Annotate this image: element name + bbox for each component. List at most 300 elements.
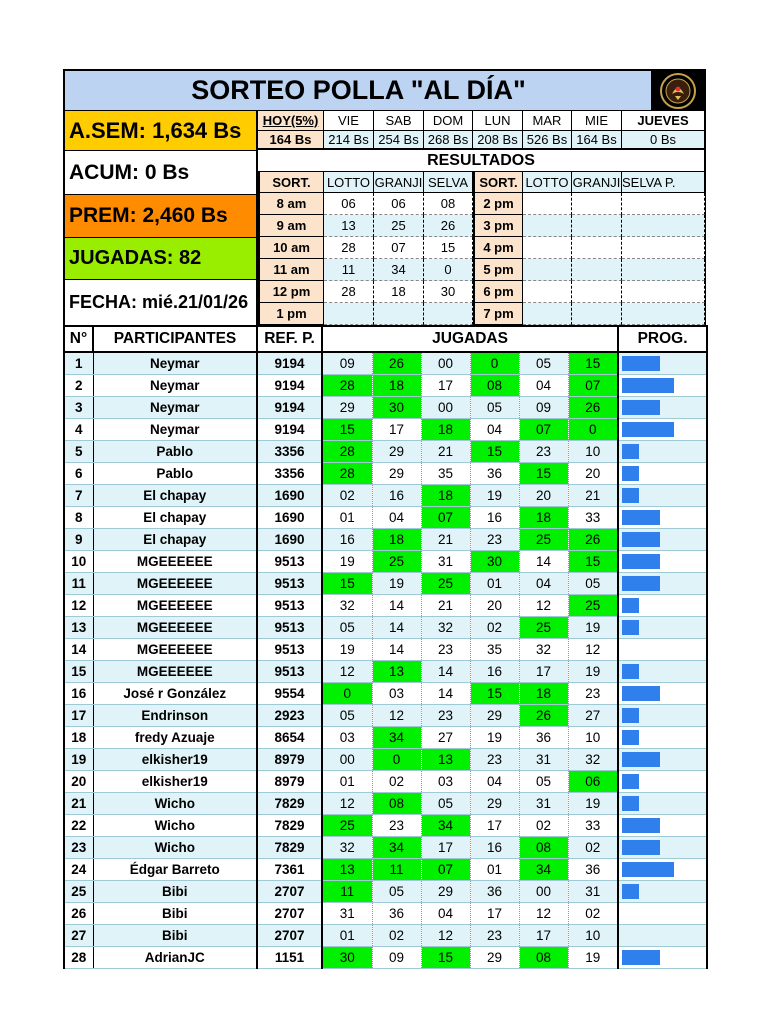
resultados-title: RESULTADOS [258, 150, 705, 172]
participant-name: José r González [93, 683, 257, 705]
table-row [64, 837, 707, 859]
pick-number: 32 [322, 595, 372, 617]
progress-cell [618, 375, 707, 397]
pick-number: 32 [421, 617, 470, 639]
pick-number: 18 [372, 529, 421, 551]
pick-number: 03 [322, 727, 372, 749]
ref-code: 1151 [257, 947, 322, 969]
row-number: 2 [64, 375, 93, 397]
participant-name: Wicho [93, 837, 257, 859]
progress-bar [622, 378, 674, 393]
progress-cell [618, 639, 707, 661]
row-number: 12 [64, 595, 93, 617]
ref-code: 2707 [257, 925, 322, 947]
participant-name: El chapay [93, 485, 257, 507]
result-number: 06 [374, 193, 424, 215]
result-number: 0 [424, 259, 473, 281]
pick-number: 05 [519, 352, 568, 375]
pick-number: 17 [470, 903, 519, 925]
table-row [64, 617, 707, 639]
pick-number: 17 [372, 419, 421, 441]
pick-number: 14 [421, 661, 470, 683]
ref-code: 8979 [257, 749, 322, 771]
day-label: LUN [473, 111, 523, 131]
pick-number: 28 [322, 441, 372, 463]
day-amount: 526 Bs [523, 131, 572, 150]
progress-cell [618, 507, 707, 529]
row-number: 5 [64, 441, 93, 463]
resultados-header: SORT. [258, 172, 324, 193]
prem-box: PREM: 2,460 Bs [65, 195, 258, 238]
day-amount: 164 Bs [258, 131, 324, 150]
pick-number: 04 [519, 573, 568, 595]
participant-name: elkisher19 [93, 749, 257, 771]
progress-bar [622, 752, 660, 767]
pick-number: 18 [421, 419, 470, 441]
pick-number: 12 [568, 639, 618, 661]
result-number [374, 303, 424, 325]
pick-number: 23 [372, 815, 421, 837]
row-number: 8 [64, 507, 93, 529]
result-number-empty [622, 193, 705, 215]
row-number: 3 [64, 397, 93, 419]
resultados-header: SELVA P. [622, 172, 705, 193]
ref-code: 3356 [257, 441, 322, 463]
participant-name: Pablo [93, 463, 257, 485]
participant-name: Neymar [93, 397, 257, 419]
progress-cell [618, 749, 707, 771]
draw-time: 1 pm [258, 303, 324, 325]
draw-time: 9 am [258, 215, 324, 237]
pick-number: 02 [372, 925, 421, 947]
progress-bar [622, 664, 639, 679]
participant-name: Neymar [93, 352, 257, 375]
pick-number: 34 [372, 837, 421, 859]
pick-number: 29 [470, 793, 519, 815]
pick-number: 18 [421, 485, 470, 507]
pick-number: 17 [421, 375, 470, 397]
participant-name: MGEEEEEE [93, 661, 257, 683]
pick-number: 10 [568, 441, 618, 463]
participant-name: Neymar [93, 375, 257, 397]
pick-number: 05 [372, 881, 421, 903]
pick-number: 17 [421, 837, 470, 859]
pick-number: 04 [421, 903, 470, 925]
row-number: 25 [64, 881, 93, 903]
ref-code: 7361 [257, 859, 322, 881]
pick-number: 05 [470, 397, 519, 419]
pick-number: 15 [322, 419, 372, 441]
pick-number: 29 [372, 463, 421, 485]
pick-number: 11 [372, 859, 421, 881]
result-number [324, 303, 374, 325]
progress-cell [618, 881, 707, 903]
pick-number: 28 [322, 375, 372, 397]
result-number-empty [523, 281, 572, 303]
pick-number: 29 [470, 947, 519, 969]
progress-bar [622, 708, 639, 723]
pick-number: 05 [421, 793, 470, 815]
result-number-empty [622, 237, 705, 259]
result-number-empty [572, 303, 622, 325]
result-number: 26 [424, 215, 473, 237]
pick-number: 07 [421, 859, 470, 881]
pick-number: 20 [519, 485, 568, 507]
draw-time: 8 am [258, 193, 324, 215]
participant-name: MGEEEEEE [93, 551, 257, 573]
ref-code: 9194 [257, 375, 322, 397]
progress-bar [622, 554, 660, 569]
pick-number: 10 [568, 925, 618, 947]
result-number: 25 [374, 215, 424, 237]
pick-number: 19 [568, 947, 618, 969]
participant-name: fredy Azuaje [93, 727, 257, 749]
result-number-empty [622, 303, 705, 325]
pick-number: 30 [470, 551, 519, 573]
ref-code: 2707 [257, 881, 322, 903]
pick-number: 19 [322, 551, 372, 573]
jugadas-box: JUGADAS: 82 [65, 238, 258, 280]
ref-code: 7829 [257, 815, 322, 837]
pick-number: 0 [372, 749, 421, 771]
participant-name: El chapay [93, 507, 257, 529]
pick-number: 17 [519, 925, 568, 947]
progress-bar [622, 466, 639, 481]
progress-cell [618, 705, 707, 727]
page-title: SORTEO POLLA "AL DÍA" [191, 75, 526, 105]
row-number: 23 [64, 837, 93, 859]
pick-number: 00 [421, 352, 470, 375]
progress-bar [622, 620, 639, 635]
ref-code: 1690 [257, 507, 322, 529]
progress-bar [622, 598, 639, 613]
pick-number: 33 [568, 815, 618, 837]
day-label: JUEVES [622, 111, 705, 131]
pick-number: 00 [519, 881, 568, 903]
pick-number: 17 [470, 815, 519, 837]
polla-logo-icon [659, 72, 697, 110]
table-row [64, 595, 707, 617]
day-amount: 254 Bs [374, 131, 424, 150]
pick-number: 18 [372, 375, 421, 397]
pick-number: 09 [372, 947, 421, 969]
pick-number: 23 [568, 683, 618, 705]
pick-number: 16 [372, 485, 421, 507]
table-row [64, 352, 707, 375]
day-amount: 0 Bs [622, 131, 705, 150]
fecha-box: FECHA: mié.21/01/26 [65, 280, 258, 325]
pick-number: 25 [372, 551, 421, 573]
pick-number: 09 [322, 352, 372, 375]
pick-number: 26 [372, 352, 421, 375]
pick-number: 03 [372, 683, 421, 705]
result-number-empty [622, 259, 705, 281]
progress-cell [618, 485, 707, 507]
participant-name: Wicho [93, 815, 257, 837]
row-number: 20 [64, 771, 93, 793]
pick-number: 23 [470, 749, 519, 771]
pick-number: 01 [470, 859, 519, 881]
pick-number: 08 [519, 947, 568, 969]
participant-name: MGEEEEEE [93, 573, 257, 595]
draw-time: 6 pm [473, 281, 523, 303]
pick-number: 02 [568, 903, 618, 925]
day-label: MIE [572, 111, 622, 131]
participant-name: Bibi [93, 925, 257, 947]
pick-number: 36 [470, 881, 519, 903]
row-number: 9 [64, 529, 93, 551]
ref-code: 9554 [257, 683, 322, 705]
resultados-header: GRANJI [572, 172, 622, 193]
progress-cell [618, 529, 707, 551]
pick-number: 20 [568, 463, 618, 485]
pick-number: 36 [568, 859, 618, 881]
row-number: 27 [64, 925, 93, 947]
table-row [64, 661, 707, 683]
participants-table [63, 325, 708, 969]
acum-box: ACUM: 0 Bs [65, 151, 258, 195]
pick-number: 26 [568, 397, 618, 419]
day-amount: 268 Bs [424, 131, 473, 150]
progress-bar [622, 422, 674, 437]
progress-bar [622, 356, 660, 371]
pick-number: 18 [519, 683, 568, 705]
progress-bar [622, 686, 660, 701]
pick-number: 25 [322, 815, 372, 837]
row-number: 15 [64, 661, 93, 683]
progress-bar [622, 774, 639, 789]
result-number-empty [572, 281, 622, 303]
pick-number: 01 [322, 507, 372, 529]
progress-bar [622, 576, 660, 591]
col-header-prog: PROG. [618, 326, 707, 352]
row-number: 1 [64, 352, 93, 375]
progress-cell [618, 441, 707, 463]
pick-number: 02 [372, 771, 421, 793]
table-row [64, 727, 707, 749]
ref-code: 9194 [257, 352, 322, 375]
progress-bar [622, 532, 660, 547]
progress-cell [618, 419, 707, 441]
table-row [64, 815, 707, 837]
ref-code: 9194 [257, 419, 322, 441]
resultados-header: SORT. [473, 172, 523, 193]
result-number-empty [523, 303, 572, 325]
pick-number: 12 [322, 793, 372, 815]
header-block [63, 111, 706, 325]
progress-bar [622, 510, 660, 525]
progress-cell [618, 595, 707, 617]
pick-number: 33 [568, 507, 618, 529]
pick-number: 19 [372, 573, 421, 595]
pick-number: 19 [568, 793, 618, 815]
progress-cell [618, 771, 707, 793]
table-row [64, 529, 707, 551]
pick-number: 15 [470, 441, 519, 463]
pick-number: 07 [568, 375, 618, 397]
pick-number: 21 [568, 485, 618, 507]
pick-number: 19 [568, 617, 618, 639]
row-number: 16 [64, 683, 93, 705]
pick-number: 36 [470, 463, 519, 485]
progress-cell [618, 463, 707, 485]
row-number: 26 [64, 903, 93, 925]
pick-number: 23 [470, 529, 519, 551]
progress-bar [622, 884, 639, 899]
progress-bar [622, 488, 639, 503]
pick-number: 00 [322, 749, 372, 771]
pick-number: 35 [470, 639, 519, 661]
row-number: 24 [64, 859, 93, 881]
pick-number: 32 [519, 639, 568, 661]
table-header [64, 326, 707, 352]
pick-number: 04 [470, 771, 519, 793]
ref-code: 9513 [257, 573, 322, 595]
progress-cell [618, 573, 707, 595]
pick-number: 15 [421, 947, 470, 969]
col-header-participantes: PARTICIPANTES [93, 326, 257, 352]
progress-cell [618, 397, 707, 419]
pick-number: 19 [568, 661, 618, 683]
pick-number: 10 [568, 727, 618, 749]
pick-number: 25 [421, 573, 470, 595]
table-row [64, 463, 707, 485]
pick-number: 30 [322, 947, 372, 969]
pick-number: 23 [470, 925, 519, 947]
table-row [64, 397, 707, 419]
table-row [64, 375, 707, 397]
pick-number: 01 [322, 771, 372, 793]
participant-name: Neymar [93, 419, 257, 441]
progress-cell [618, 727, 707, 749]
resultados-header: GRANJI [374, 172, 424, 193]
pick-number: 25 [568, 595, 618, 617]
pick-number: 25 [519, 617, 568, 639]
result-number: 28 [324, 237, 374, 259]
progress-cell [618, 903, 707, 925]
pick-number: 31 [568, 881, 618, 903]
pick-number: 11 [322, 881, 372, 903]
draw-time: 10 am [258, 237, 324, 259]
table-row [64, 925, 707, 947]
table-row [64, 485, 707, 507]
result-number-empty [572, 259, 622, 281]
pick-number: 12 [322, 661, 372, 683]
pick-number: 32 [568, 749, 618, 771]
pick-number: 12 [519, 903, 568, 925]
result-number-empty [523, 237, 572, 259]
pick-number: 14 [519, 551, 568, 573]
pick-number: 14 [421, 683, 470, 705]
ref-code: 7829 [257, 837, 322, 859]
result-number-empty [622, 281, 705, 303]
participant-name: Wicho [93, 793, 257, 815]
table-row [64, 507, 707, 529]
result-number: 07 [374, 237, 424, 259]
table-row [64, 859, 707, 881]
pick-number: 13 [372, 661, 421, 683]
pick-number: 12 [519, 595, 568, 617]
draw-time: 11 am [258, 259, 324, 281]
participant-name: Édgar Barreto [93, 859, 257, 881]
resultados-header: LOTTO [324, 172, 374, 193]
resultados-header: LOTTO [523, 172, 572, 193]
pick-number: 36 [519, 727, 568, 749]
pick-number: 09 [519, 397, 568, 419]
pick-number: 20 [470, 595, 519, 617]
pick-number: 32 [322, 837, 372, 859]
pick-number: 02 [568, 837, 618, 859]
progress-cell [618, 352, 707, 375]
pick-number: 00 [421, 397, 470, 419]
pick-number: 15 [568, 551, 618, 573]
table-row [64, 903, 707, 925]
polla-sheet [63, 69, 706, 969]
col-header-jugadas: JUGADAS [322, 326, 618, 352]
pick-number: 14 [372, 595, 421, 617]
pick-number: 05 [322, 705, 372, 727]
title-bar [63, 69, 706, 111]
result-number: 30 [424, 281, 473, 303]
row-number: 28 [64, 947, 93, 969]
result-number-empty [523, 215, 572, 237]
pick-number: 05 [519, 771, 568, 793]
participant-name: MGEEEEEE [93, 639, 257, 661]
pick-number: 35 [421, 463, 470, 485]
table-row [64, 881, 707, 903]
pick-number: 19 [322, 639, 372, 661]
row-number: 22 [64, 815, 93, 837]
result-number: 34 [374, 259, 424, 281]
draw-time: 2 pm [473, 193, 523, 215]
progress-cell [618, 925, 707, 947]
result-number-empty [572, 215, 622, 237]
pick-number: 01 [322, 925, 372, 947]
result-number [424, 303, 473, 325]
col-header-ref: REF. P. [257, 326, 322, 352]
row-number: 21 [64, 793, 93, 815]
pick-number: 34 [519, 859, 568, 881]
pick-number: 0 [568, 419, 618, 441]
row-number: 4 [64, 419, 93, 441]
table-row [64, 419, 707, 441]
progress-cell [618, 683, 707, 705]
result-number: 08 [424, 193, 473, 215]
ref-code: 2923 [257, 705, 322, 727]
pick-number: 02 [470, 617, 519, 639]
ref-code: 3356 [257, 463, 322, 485]
pick-number: 29 [372, 441, 421, 463]
pick-number: 27 [421, 727, 470, 749]
day-label: DOM [424, 111, 473, 131]
result-number: 28 [324, 281, 374, 303]
progress-cell [618, 551, 707, 573]
ref-code: 9513 [257, 639, 322, 661]
participant-name: Bibi [93, 903, 257, 925]
pick-number: 13 [322, 859, 372, 881]
progress-bar [622, 444, 639, 459]
day-label: HOY(5%) [258, 111, 324, 131]
pick-number: 07 [421, 507, 470, 529]
pick-number: 16 [470, 507, 519, 529]
pick-number: 29 [470, 705, 519, 727]
pick-number: 31 [421, 551, 470, 573]
ref-code: 9513 [257, 551, 322, 573]
pick-number: 23 [421, 705, 470, 727]
pick-number: 19 [470, 485, 519, 507]
day-amount: 208 Bs [473, 131, 523, 150]
pick-number: 27 [568, 705, 618, 727]
